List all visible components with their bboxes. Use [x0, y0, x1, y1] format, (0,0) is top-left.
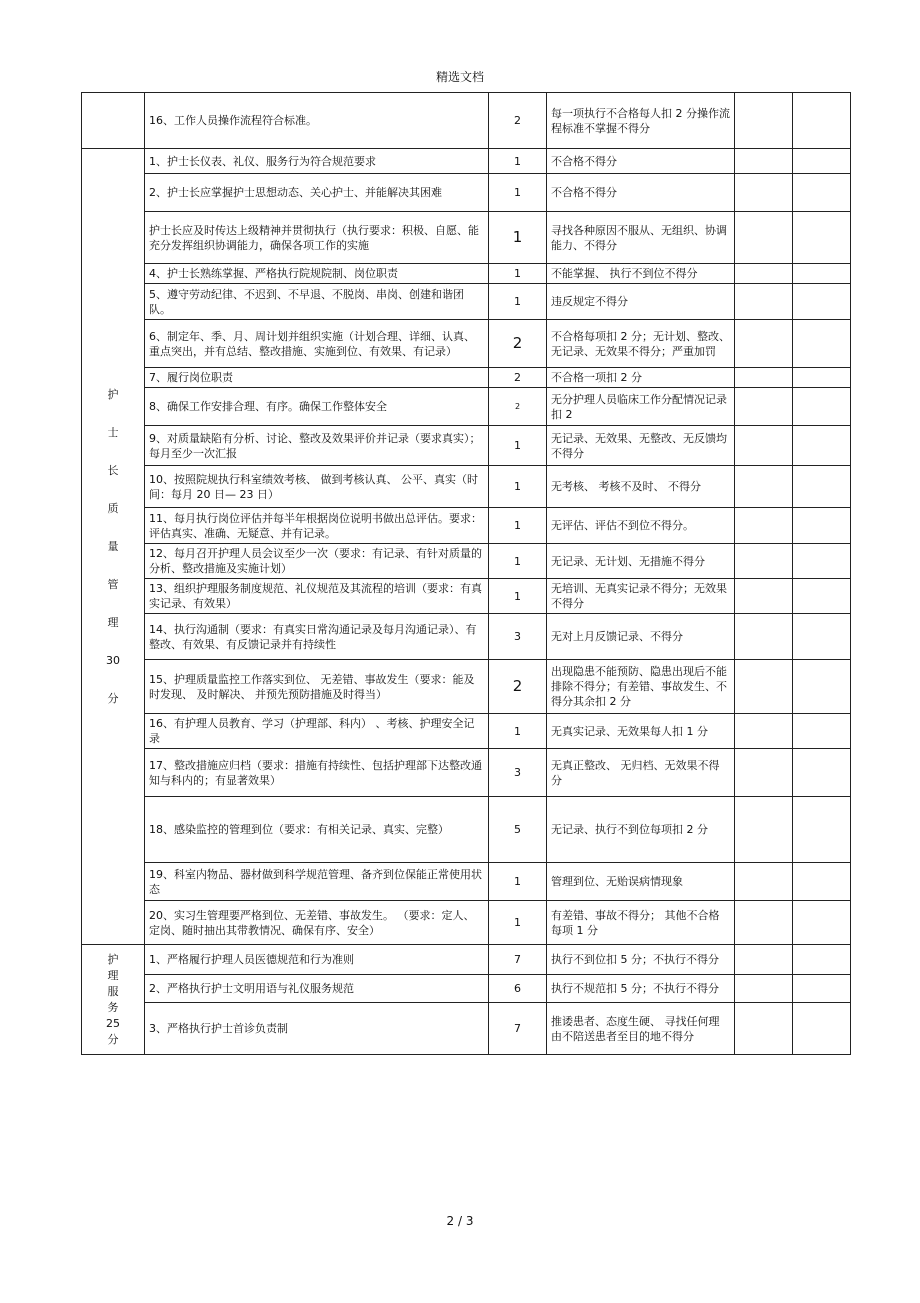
deduction-cell: 不合格一项扣 2 分	[547, 368, 735, 388]
blank-score-cell[interactable]	[735, 749, 793, 797]
score-cell: 1	[489, 508, 547, 544]
item-cell: 7、履行岗位职责	[145, 368, 489, 388]
blank-score-cell[interactable]	[793, 975, 851, 1003]
score-cell: 2	[489, 320, 547, 368]
item-cell: 20、实习生管理要严格到位、无差错、事故发生。 （要求：定人、定岗、随时抽出其带教情况、确保有序、安全）	[145, 901, 489, 945]
score-cell: 1	[489, 863, 547, 901]
item-cell: 15、护理质量监控工作落实到位、 无差错、事故发生（要求：能及时发现、 及时解决、 并预先预防措施及时得当）	[145, 660, 489, 714]
table-row	[82, 212, 851, 264]
item-cell: 9、对质量缺陷有分析、讨论、整改及效果评价并记录（要求真实）；每月至少一次汇报	[145, 426, 489, 466]
score-cell: 1	[489, 714, 547, 749]
blank-score-cell[interactable]	[735, 284, 793, 320]
item-cell: 17、整改措施应归档（要求：措施有持续性、包括护理部下达整改通知与科内的；有显著效果）	[145, 749, 489, 797]
table-row	[82, 660, 851, 714]
table-row	[82, 863, 851, 901]
table-row	[82, 544, 851, 579]
score-cell: 1	[489, 544, 547, 579]
blank-score-cell[interactable]	[793, 544, 851, 579]
table-row	[82, 174, 851, 212]
score-cell: 1	[489, 426, 547, 466]
blank-score-cell[interactable]	[793, 901, 851, 945]
blank-score-cell[interactable]	[793, 388, 851, 426]
deduction-cell: 不合格不得分	[547, 149, 735, 174]
deduction-cell: 无培训、无真实记录不得分；无效果不得分	[547, 579, 735, 614]
score-cell: 3	[489, 614, 547, 660]
deduction-cell: 不合格不得分	[547, 174, 735, 212]
table-row	[82, 368, 851, 388]
table-row	[82, 714, 851, 749]
blank-score-cell[interactable]	[735, 975, 793, 1003]
table-row	[82, 901, 851, 945]
deduction-cell: 不能掌握、 执行不到位不得分	[547, 264, 735, 284]
table-row	[82, 466, 851, 508]
blank-score-cell[interactable]	[793, 264, 851, 284]
blank-score-cell[interactable]	[735, 264, 793, 284]
blank-score-cell[interactable]	[793, 368, 851, 388]
category-cell	[82, 93, 145, 149]
table-row	[82, 579, 851, 614]
blank-score-cell[interactable]	[735, 320, 793, 368]
score-cell: 1	[489, 901, 547, 945]
blank-score-cell[interactable]	[735, 863, 793, 901]
table-row	[82, 508, 851, 544]
deduction-cell: 执行不规范扣 5 分；不执行不得分	[547, 975, 735, 1003]
item-cell: 16、工作人员操作流程符合标准。	[145, 93, 489, 149]
score-cell: 1	[489, 284, 547, 320]
blank-score-cell[interactable]	[735, 544, 793, 579]
table-row	[82, 320, 851, 368]
item-cell: 12、每月召开护理人员会议至少一次（要求：有记录、有针对质量的分析、整改措施及实施计划）	[145, 544, 489, 579]
blank-score-cell[interactable]	[735, 508, 793, 544]
score-cell: 2	[489, 93, 547, 149]
blank-score-cell[interactable]	[793, 945, 851, 975]
page-header: 精选文档	[435, 70, 484, 84]
blank-score-cell[interactable]	[735, 945, 793, 975]
table-row	[82, 93, 851, 149]
blank-score-cell[interactable]	[735, 174, 793, 212]
blank-score-cell[interactable]	[793, 714, 851, 749]
score-cell: 6	[489, 975, 547, 1003]
score-cell: 3	[489, 749, 547, 797]
item-cell: 6、制定年、季、月、周计划并组织实施（计划合理、详细、认真、重点突出，并有总结、整改措施、实施到位、有效果、有记录）	[145, 320, 489, 368]
score-cell: 1	[489, 466, 547, 508]
deduction-cell: 无记录、无计划、无措施不得分	[547, 544, 735, 579]
item-cell: 1、护士长仪表、礼仪、服务行为符合规范要求	[145, 149, 489, 174]
deduction-cell: 不合格每项扣 2 分；无计划、整改、无记录、无效果不得分；严重加罚	[547, 320, 735, 368]
item-cell: 4、护士长熟练掌握、严格执行院规院制、岗位职责	[145, 264, 489, 284]
blank-score-cell[interactable]	[793, 508, 851, 544]
score-cell: 1	[489, 212, 547, 264]
item-cell: 2、严格执行护士文明用语与礼仪服务规范	[145, 975, 489, 1003]
deduction-cell: 无记录、无效果、无整改、无反馈均不得分	[547, 426, 735, 466]
category-cell	[82, 945, 145, 1055]
deduction-cell: 有差错、事故不得分； 其他不合格每项 1 分	[547, 901, 735, 945]
blank-score-cell[interactable]	[793, 174, 851, 212]
table-row	[82, 1003, 851, 1055]
blank-score-cell[interactable]	[735, 93, 793, 149]
table-row	[82, 284, 851, 320]
deduction-cell: 无考核、 考核不及时、 不得分	[547, 466, 735, 508]
item-cell: 19、科室内物品、器材做到科学规范管理、备齐到位保能正常使用状态	[145, 863, 489, 901]
deduction-cell: 寻找各种原因不服从、无组织、协调能力、不得分	[547, 212, 735, 264]
score-cell: 2	[489, 368, 547, 388]
item-cell: 1、严格履行护理人员医德规范和行为准则	[145, 945, 489, 975]
blank-score-cell[interactable]	[735, 368, 793, 388]
item-cell: 8、确保工作安排合理、有序。确保工作整体安全	[145, 388, 489, 426]
item-cell: 护士长应及时传达上级精神并贯彻执行（执行要求：积极、自愿、能充分发挥组织协调能力，确保各项工作的实施	[145, 212, 489, 264]
item-cell: 14、执行沟通制（要求：有真实日常沟通记录及每月沟通记录）、有整改、有效果、有反馈记录并有持续性	[145, 614, 489, 660]
score-cell: 1	[489, 149, 547, 174]
blank-score-cell[interactable]	[793, 93, 851, 149]
blank-score-cell[interactable]	[793, 1003, 851, 1055]
score-cell: 2	[489, 660, 547, 714]
deduction-cell: 违反规定不得分	[547, 284, 735, 320]
deduction-cell: 推诿患者、态度生硬、 寻找任何理由不陪送患者至目的地不得分	[547, 1003, 735, 1055]
blank-score-cell[interactable]	[793, 320, 851, 368]
blank-score-cell[interactable]	[735, 466, 793, 508]
blank-score-cell[interactable]	[735, 1003, 793, 1055]
score-cell: 7	[489, 1003, 547, 1055]
item-cell: 13、组织护理服务制度规范、礼仪规范及其流程的培训（要求：有真实记录、有效果）	[145, 579, 489, 614]
item-cell: 5、遵守劳动纪律、不迟到、不早退、不脱岗、串岗、创建和谐团队。	[145, 284, 489, 320]
score-cell: 2	[489, 388, 547, 426]
score-cell: 1	[489, 264, 547, 284]
blank-score-cell[interactable]	[735, 149, 793, 174]
score-cell: 1	[489, 174, 547, 212]
blank-score-cell[interactable]	[735, 614, 793, 660]
blank-score-cell[interactable]	[735, 901, 793, 945]
deduction-cell: 出现隐患不能预防、隐患出现后不能排除不得分；有差错、事故发生、不得分其余扣 2 分	[547, 660, 735, 714]
score-cell: 1	[489, 579, 547, 614]
table-row	[82, 797, 851, 863]
item-cell: 3、严格执行护士首诊负责制	[145, 1003, 489, 1055]
deduction-cell: 无真实记录、无效果每人扣 1 分	[547, 714, 735, 749]
blank-score-cell[interactable]	[793, 660, 851, 714]
item-cell: 18、感染监控的管理到位（要求：有相关记录、真实、完整）	[145, 797, 489, 863]
table-row	[82, 149, 851, 174]
blank-score-cell[interactable]	[735, 714, 793, 749]
table-row	[82, 264, 851, 284]
deduction-cell: 无对上月反馈记录、不得分	[547, 614, 735, 660]
table-row	[82, 426, 851, 466]
blank-score-cell[interactable]	[735, 388, 793, 426]
table-row	[82, 945, 851, 975]
score-cell: 7	[489, 945, 547, 975]
deduction-cell: 无分护理人员临床工作分配情况记录扣 2	[547, 388, 735, 426]
table-row	[82, 749, 851, 797]
item-cell: 11、每月执行岗位评估并每半年根据岗位说明书做出总评估。要求：评估真实、准确、无疑意、并有记录。	[145, 508, 489, 544]
category-label: 护士长质量管理30分	[106, 387, 120, 705]
blank-score-cell[interactable]	[793, 212, 851, 264]
deduction-cell: 无评估、评估不到位不得分。	[547, 508, 735, 544]
category-label: 护理服务25分	[106, 952, 120, 1046]
blank-score-cell[interactable]	[793, 579, 851, 614]
blank-score-cell[interactable]	[793, 426, 851, 466]
blank-score-cell[interactable]	[793, 749, 851, 797]
blank-score-cell[interactable]	[793, 797, 851, 863]
blank-score-cell[interactable]	[793, 863, 851, 901]
category-cell	[82, 149, 145, 945]
blank-score-cell[interactable]	[735, 426, 793, 466]
blank-score-cell[interactable]	[793, 614, 851, 660]
deduction-cell: 无真正整改、 无归档、无效果不得分	[547, 749, 735, 797]
item-cell: 2、护士长应掌握护士思想动态、关心护士、并能解决其困难	[145, 174, 489, 212]
page-footer: 2 / 3	[446, 1214, 474, 1228]
evaluation-table	[81, 92, 851, 1055]
table-row	[82, 614, 851, 660]
deduction-cell: 无记录、执行不到位每项扣 2 分	[547, 797, 735, 863]
deduction-cell: 管理到位、无贻误病情现象	[547, 863, 735, 901]
blank-score-cell[interactable]	[735, 212, 793, 264]
blank-score-cell[interactable]	[735, 797, 793, 863]
blank-score-cell[interactable]	[735, 660, 793, 714]
blank-score-cell[interactable]	[793, 284, 851, 320]
deduction-cell: 执行不到位扣 5 分；不执行不得分	[547, 945, 735, 975]
table-row	[82, 388, 851, 426]
blank-score-cell[interactable]	[735, 579, 793, 614]
score-cell: 5	[489, 797, 547, 863]
deduction-cell: 每一项执行不合格每人扣 2 分操作流程标准不掌握不得分	[547, 93, 735, 149]
blank-score-cell[interactable]	[793, 149, 851, 174]
item-cell: 16、有护理人员教育、学习（护理部、科内） 、考核、护理安全记录	[145, 714, 489, 749]
table-row	[82, 975, 851, 1003]
blank-score-cell[interactable]	[793, 466, 851, 508]
item-cell: 10、按照院规执行科室绩效考核、 做到考核认真、 公平、真实（时间：每月 20 日— 23 日）	[145, 466, 489, 508]
